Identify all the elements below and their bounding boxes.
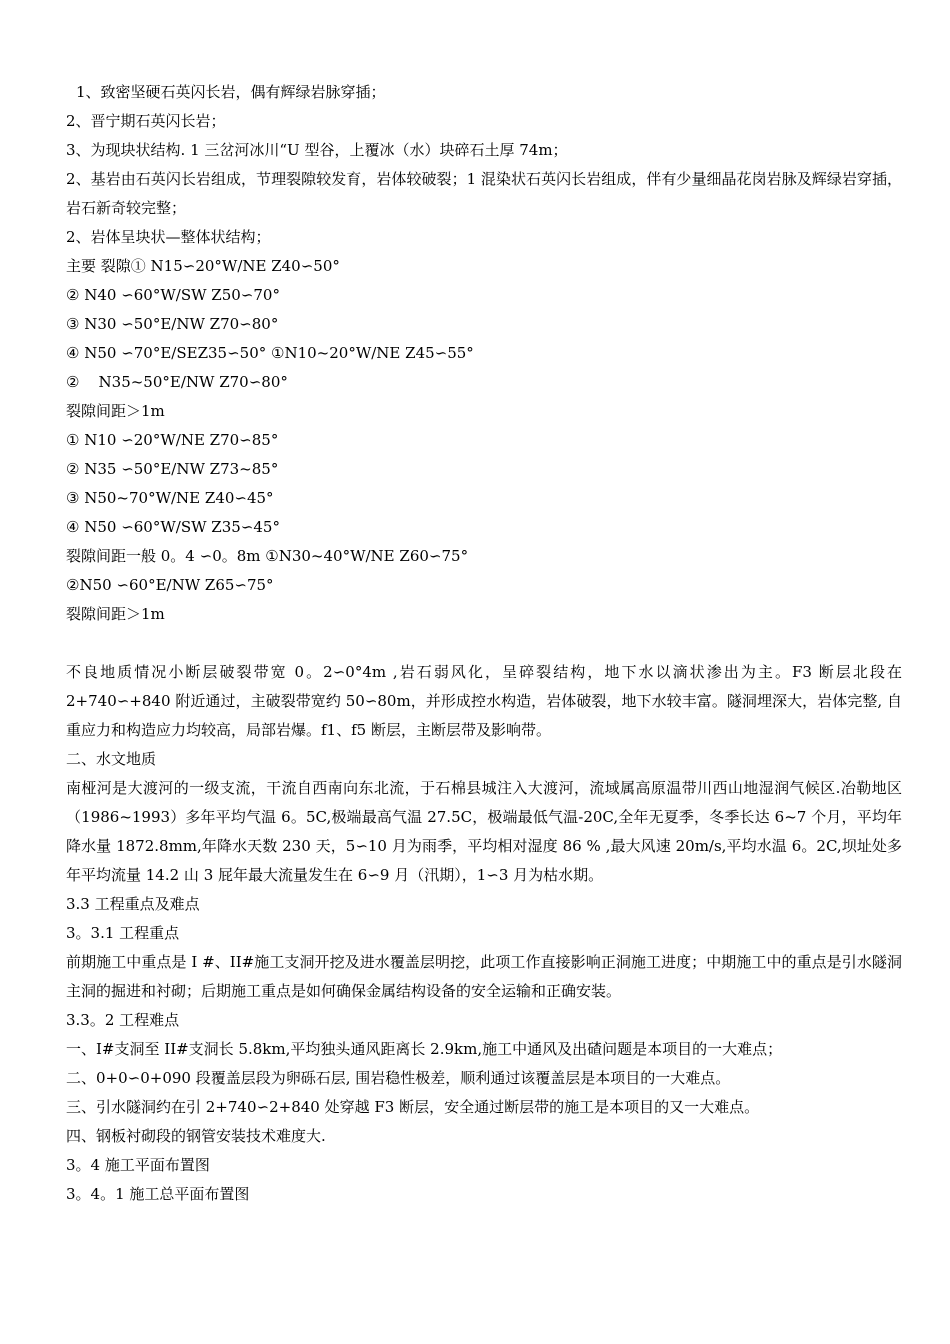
joint-line: ③ N50~70°W/NE Z40∽45° [66, 489, 274, 507]
blank-line [66, 629, 902, 658]
joint-line: ④ N50 ∽60°W/SW Z35∽45° [66, 518, 280, 536]
joint-line: ② N35~50°E/NW Z70∽80° [66, 373, 288, 391]
difficulty-item: 一、I#支洞至 II#支洞长 5.8km,平均独头通风距离长 2.9km,施工中通风及出碴问题是本项目的一大难点； [66, 1040, 783, 1058]
geology-paragraph: 2、基岩由石英闪长岩组成，节理裂隙较发育，岩体较破裂；1 混染状石英闪长岩组成，伴有少量细晶花岗岩脉及辉绿岩穿插，岩石新奇较完整； [66, 170, 902, 217]
geology-line-2: 2、晋宁期石英闪长岩； [66, 112, 226, 130]
key-focus-paragraph: 前期施工中重点是 I #、II#施工支洞开挖及进水覆盖层明挖，此项工作直接影响正洞施工进度；中期施工中的重点是引水隧洞主洞的掘进和衬砌；后期施工重点是如何确保金属结构设备的安全运输和正确安装。 [66, 953, 902, 1000]
section-heading-hydrology: 二、水文地质 [66, 750, 157, 768]
hydrology-paragraph: 南桠河是大渡河的一级支流，干流自西南向东北流，于石棉县城注入大渡河，流域属高原温带川西山地湿润气候区.冶勒地区（1986~1993）多年平均气温 6。5C,极端最高气温 27.5C，极端最低气温-20C,全年无夏季，冬季长达 6~7 个月，平均年降水量 1872.8mm,年降水天数 230 天，5∽10 月为雨季，平均相对湿度 86 % ,最大风速 20m/s,平均水温 6。2C,坝址处多年平均流量 14.2 山 3 屁年最大流量发生在 6∽9 月（汛期），1∽3 月为枯水期。 [66, 779, 902, 884]
geology-line-1: 1、致密坚硬石英闪长岩，偶有辉绿岩脉穿插； [76, 83, 386, 101]
section-heading-key-points: 3.3 工程重点及难点 [66, 895, 200, 913]
joint-line: ① N10 ∽20°W/NE Z70∽85° [66, 431, 279, 449]
difficulty-item: 二、0+0∽0+090 段覆盖层段为卵砾石层, 围岩稳性极差，顺利通过该覆盖层是本项目的一大难点。 [66, 1069, 731, 1087]
subheading-difficulties: 3.3。2 工程难点 [66, 1011, 180, 1029]
difficulty-item: 三、引水隧洞约在引 2+740∽2+840 处穿越 F3 断层，安全通过断层带的施工是本项目的又一大难点。 [66, 1098, 760, 1116]
document-page [66, 78, 902, 1209]
subheading-general-layout: 3。4。1 施工总平面布置图 [66, 1185, 250, 1203]
difficulty-item: 四、钢板衬砌段的钢管安装技术难度大. [66, 1127, 326, 1145]
joint-line: 主要 裂隙① N15∽20°W/NE Z40∽50° [66, 257, 340, 275]
subheading-key-focus: 3。3.1 工程重点 [66, 924, 180, 942]
joint-line: ② N35 ∽50°E/NW Z73~85° [66, 460, 279, 478]
joint-line: 裂隙间距一般 0。4 ∽0。8m ①N30~40°W/NE Z60∽75° [66, 547, 469, 565]
joint-line: ④ N50 ∽70°E/SEZ35∽50° ①N10~20°W/NE Z45∽55° [66, 344, 474, 362]
geology-line-3: 3、为现块状结构. 1 三岔河冰川“U 型谷，上覆冰（水）块碎石土厚 74m； [66, 141, 568, 159]
joint-line: ② N40 ∽60°W/SW Z50∽70° [66, 286, 280, 304]
section-heading-site-layout: 3。4 施工平面布置图 [66, 1156, 210, 1174]
joint-line: 2、岩体呈块状—整体状结构； [66, 228, 271, 246]
joint-line: ③ N30 ∽50°E/NW Z70∽80° [66, 315, 279, 333]
joint-line: ②N50 ∽60°E/NW Z65∽75° [66, 576, 274, 594]
joint-line: 裂隙间距＞1m [66, 605, 165, 623]
joint-line: 裂隙间距＞1m [66, 402, 165, 420]
bad-geology-paragraph: 不良地质情况小断层破裂带宽 0。2∽0°4m ,岩石弱风化，呈碎裂结构，地下水以滴状渗出为主。F3 断层北段在 2+740∽+840 附近通过，主破裂带宽约 50∽80m，并形成控水构造，岩体破裂，地下水较丰富。隧洞埋深大，岩体完整, 自重应力和构造应力均较高，局部岩爆。f1、f5 断层，主断层带及影响带。 [66, 663, 902, 739]
